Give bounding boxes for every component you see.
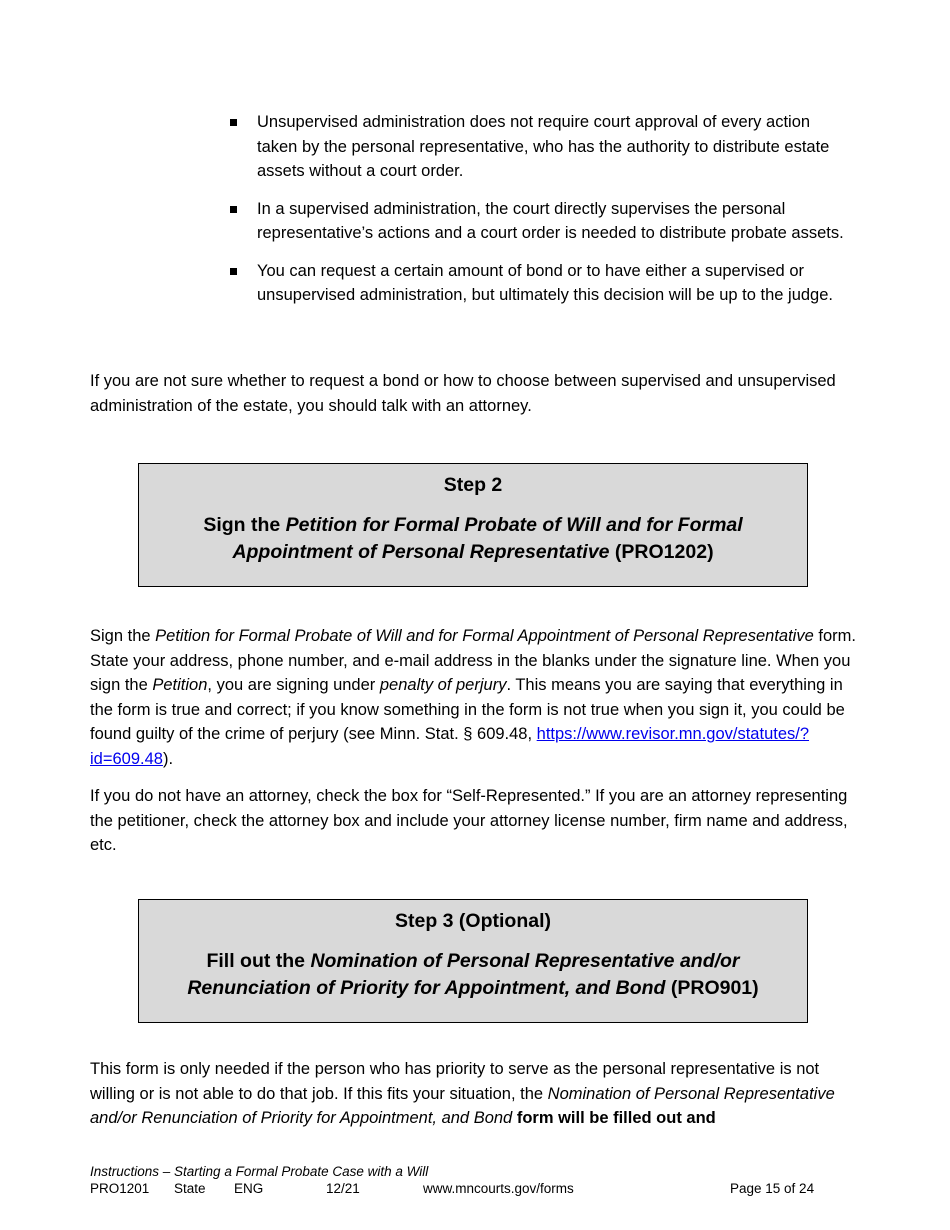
list-item: You can request a certain amount of bond or to have either a supervised or unsupervised administration, but ultimately this decision will be up to the judge.: [228, 259, 848, 308]
bullet-list: [228, 110, 848, 321]
footer-date: 12/21: [326, 1181, 360, 1196]
statute-link[interactable]: https://www.revisor.mn.gov/statutes/?id=609.48: [90, 725, 810, 768]
footer-page-number: Page 15 of 24: [730, 1181, 815, 1196]
list-item: In a supervised administration, the court directly supervises the personal representative’s actions and a court order is needed to distribute probate assets.: [228, 197, 848, 246]
footer-document-title: Instructions – Starting a Formal Probate Case with a Will: [90, 1164, 429, 1179]
square-bullet-icon: [230, 119, 237, 126]
step-3-heading: Fill out the Nomination of Personal Representative and/or Renunciation of Priority for Appointment, and Bond (PRO901): [187, 950, 759, 999]
footer-jurisdiction: State: [174, 1181, 206, 1196]
step-3-title: Step 3 (Optional): [395, 910, 551, 932]
square-bullet-icon: [230, 206, 237, 213]
footer-language: ENG: [234, 1181, 264, 1196]
attorney-note: If you are not sure whether to request a bond or how to choose between supervised and unsupervised administration of the estate, you should talk with an attorney.: [90, 372, 836, 415]
footer-info-row: [90, 1180, 830, 1197]
self-represented-instructions: If you do not have an attorney, check the box for “Self-Represented.” If you are an attorney representing the petitioner, check the attorney box and include your attorney license number, firm name and address, etc.: [90, 787, 848, 854]
list-item: Unsupervised administration does not require court approval of every action taken by the personal representative, who has the authority to distribute estate assets without a court order.: [228, 110, 848, 184]
page-footer: [90, 1163, 830, 1197]
footer-form-code: PRO1201: [90, 1181, 150, 1196]
footer-website: www.mncourts.gov/forms: [423, 1181, 574, 1196]
step-2-box: [138, 463, 808, 587]
step-3-box: [138, 899, 808, 1023]
step-3-instructions: This form is only needed if the person who has priority to serve as the personal representative is not willing or is not able to do that job. If this fits your situation, the Nomination of Personal Representative and/or Renunciation of Priority for Appointment, and Bond form will be filled out and: [90, 1060, 835, 1127]
square-bullet-icon: [230, 268, 237, 275]
step-2-instructions: Sign the Petition for Formal Probate of Will and for Formal Appointment of Personal Representative form. State your address, phone number, and e-mail address in the blanks under the signature line. When you sign the Petition, you are signing under penalty of perjury. This means you are saying that everything in the form is true and correct; if you know something in the form is not true when you sign it, you could be found guilty of the crime of perjury (see Minn. Stat. § 609.48, https://www.revisor.mn.gov/statutes/?id=609.48).: [90, 627, 856, 768]
step-2-title: Step 2: [443, 474, 503, 496]
step-2-heading: Sign the Petition for Formal Probate of Will and for Formal Appointment of Personal Representative (PRO1202): [203, 514, 743, 563]
